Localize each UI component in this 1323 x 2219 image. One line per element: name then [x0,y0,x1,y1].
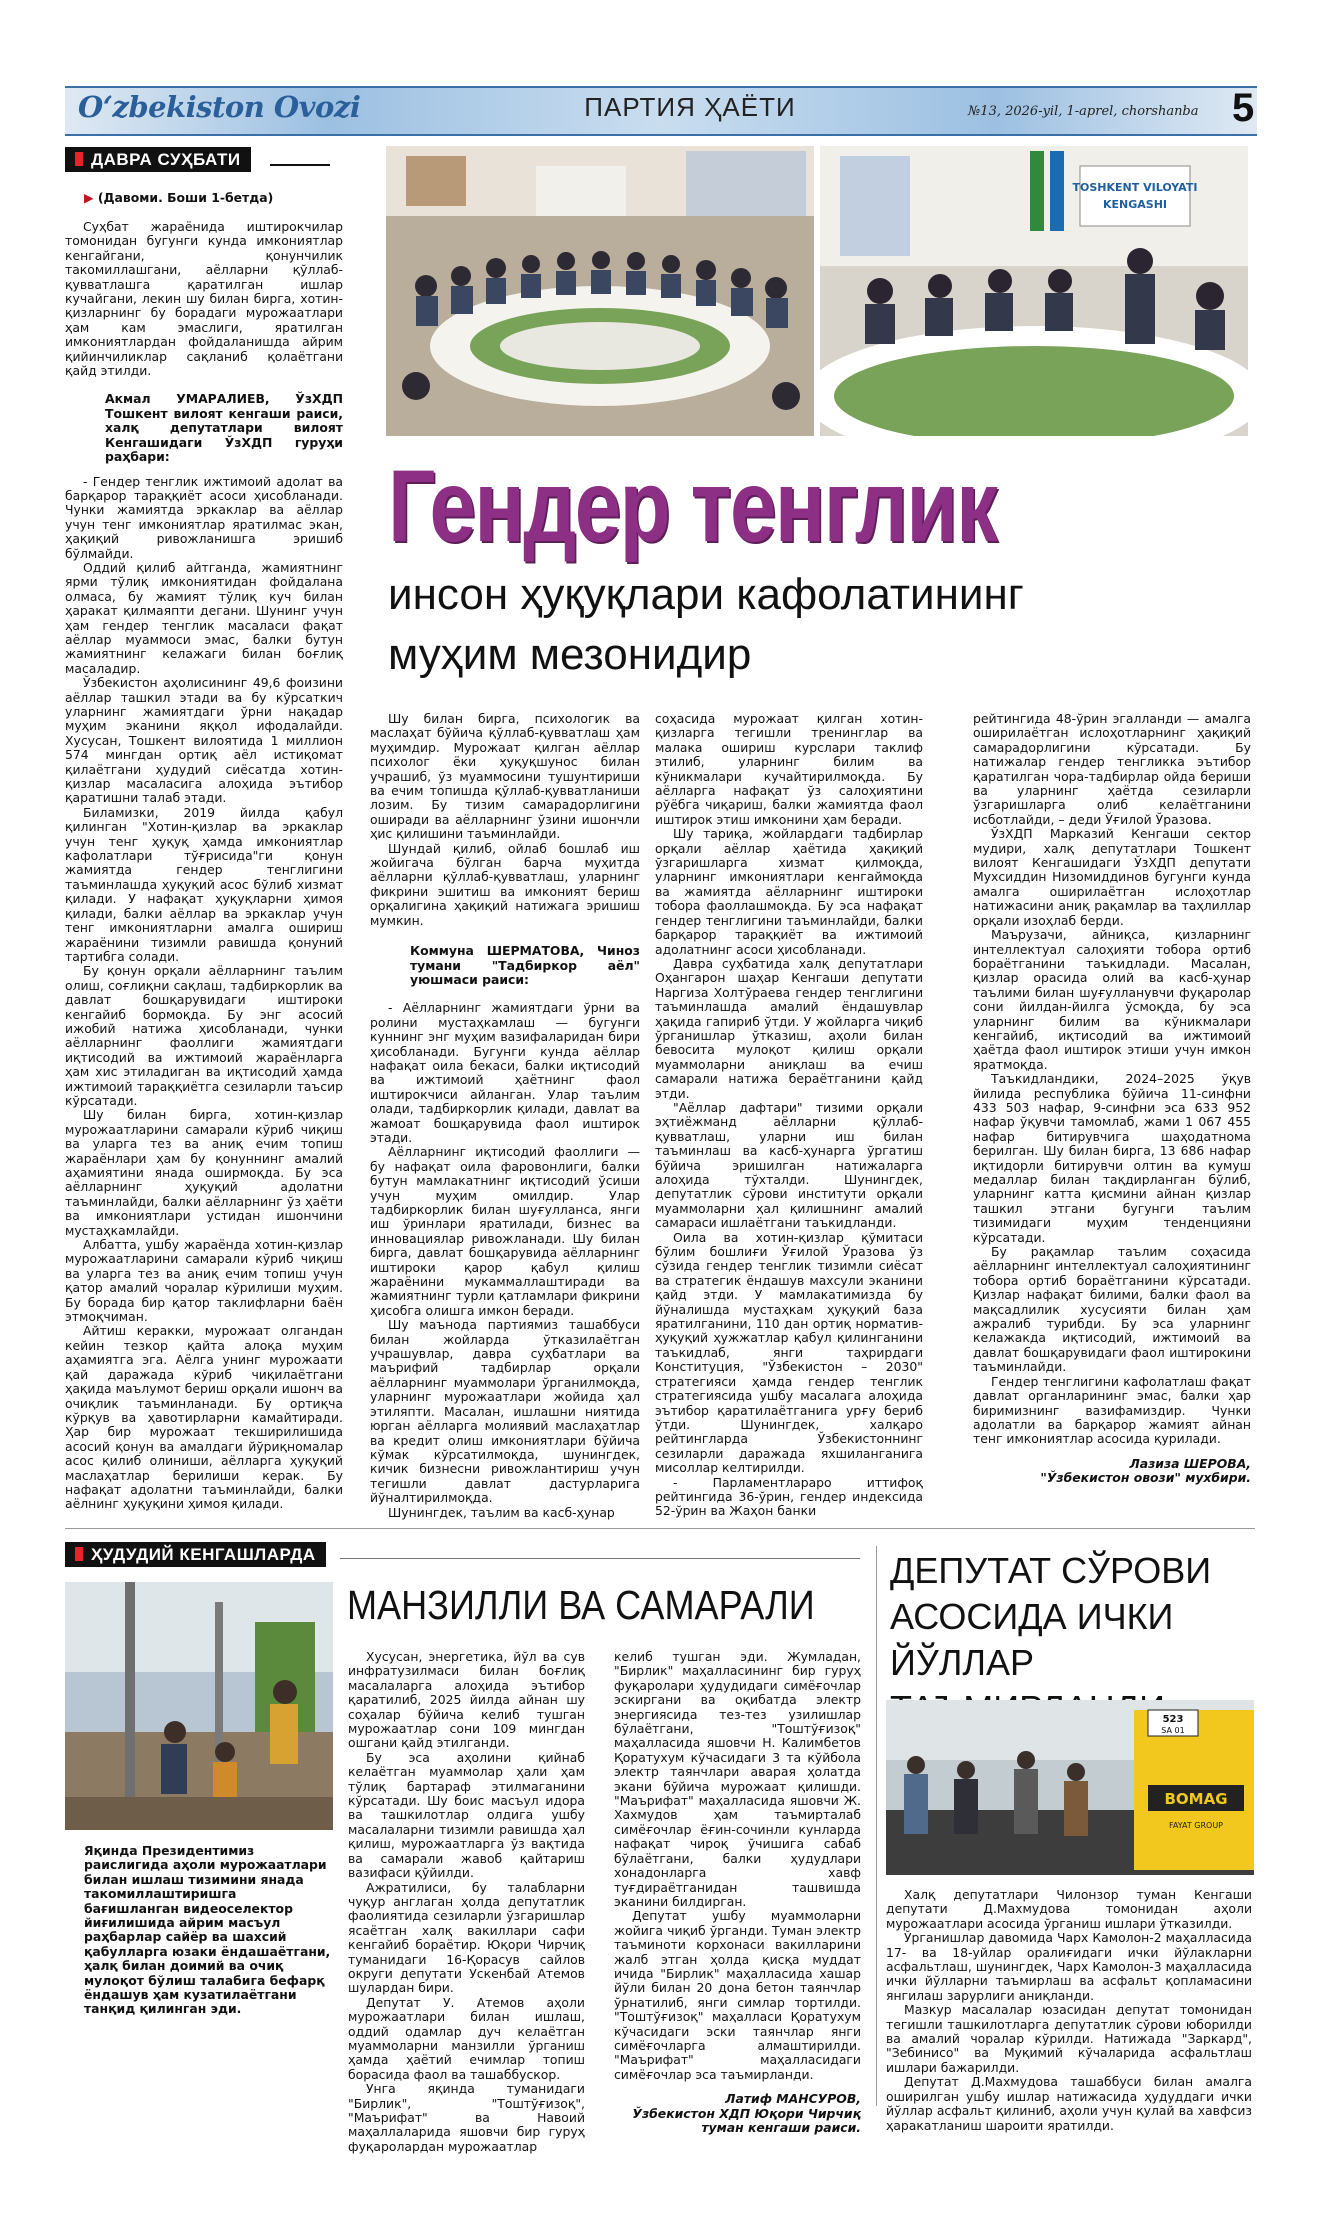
right-paragraph: Ўрганишлар давомида Чарх Камолон-2 маҳалласида 17- ва 18-уйлар оралиғидаги ички йўлакларни асфальтлаш, шунингдек, Чарх Камолон-3 маҳалласида ички йўлларни таъмирлаш ва асфальт қопламасини янгилаш зарурлиги аниқланди. [886,1930,1252,2003]
left-paragraph: Биламизки, 2019 йилда қабул қилинган "Хотин-қизлар ва эркаклар учун тенг ҳуқуқ ҳамда имкониятлар кафолатлари тўғрисида"ги қонун жамиятда гендер тенглигини таъминлашда ҳуқуқий асос бўлиб хизмат қилади. У нафақат ҳуқуқларни ҳимоя қилади, балки аёллар ва эркаклар учун тенг имкониятларни амалга ошириш жараёнини тизимли равишда қонуний тартибга солади. [65,804,343,964]
photo-road-repair [886,1700,1254,1875]
article-paragraph: Шу тариқа, жойлардаги тадбирлар орқали аёллар ҳаётида ҳақиқий ўзгаришларга хизмат қилмоқда, уларнинг имкониятлари кенгаймоқда ва жамиятда аёлларнинг иштироки тобора фаоллашмоқда. Бу эса нафақат гендер тенглигини таъминлайди, балки барқарор тараққиёт ва ижтимоий адолатнинг асоси ҳисобланади. [655,826,923,957]
rubric-regional-councils: ҲУДУДИЙ КЕНГАШЛАРДА [65,1542,326,1567]
speaker-umaraliev: Акмал УМАРАЛИЕВ, ЎзХДП Тошкент вилоят кенгаши раиси, халқ депутатлари вилоят Кенгашидаги ЎзХДП гуруҳи раҳбари: [105,391,343,465]
author-role: "Ўзбекистон овози" мухбири. [1040,1470,1251,1486]
speaker-shermatova: Коммуна ШЕРМАТОВА, Чиноз тумани "Тадбиркор аёл" уюшмаси раиси: [410,943,640,987]
photo-caption: Яқинда Президентимиз раислигида аҳоли мурожаатлари билан ишлаш тизимини янада такомиллаштиришга бағишланган видеоселектор йиғилишида айрим масъул раҳбарлар сайёр ва шахсий қабулларга юзаки ёндашаётгани, ҳалқ билан доимий ва очиқ мулоқот бўлиш талабига бефарқ ёндашув ҳам кузатилаётгани танқид қилинган эди. [84,1843,331,2017]
page-number: 5 [1232,86,1255,130]
bottom-headline: МАНЗИЛЛИ ВА САМАРАЛИ [347,1582,815,1628]
right-paragraph: Халқ депутатлари Чилонзор туман Кенгаши депутати Д.Махмудова томонидан аҳоли мурожаатлари асосида ўрганиш ишлари ўтказилди. [886,1887,1252,1931]
bomag-label: BOMAG [1164,1790,1228,1808]
right-headline-line: ДЕПУТАТ СЎРОВИ [890,1550,1212,1591]
author-name: Лазиза ШЕРОВА, [1129,1455,1251,1471]
issue-info: №13, 2026-yil, 1-aprel, chorshanba [968,104,1199,119]
sign-text-2: KENGASHI [1102,198,1168,211]
photo-council-meeting [820,146,1248,436]
right-headline-line: АСОСИДА ИЧКИ ЙЎЛЛАР [890,1596,1174,1683]
article-paragraph: Бу рақамлар таълим соҳасида аёлларнинг интеллектуал салоҳиятининг тобора ортиб бораётганини кўрсатади. Қизлар нафақат билими, балки фаол ва мақсадлилик хусусияти билан ҳам ажралиб турибди. Бу эса уларнинг келажакда иқтисодий, ижтимоий ва давлат бошқарувидаги фаол иштирокини таъминлайди. [973,1244,1251,1375]
left-paragraph: Бу қонун орқали аёлларнинг таълим олиш, соғлиқни сақлаш, тадбиркорлик ва давлат бошқарувидаги иштироки кенгайиб бормоқда. Бу энг асосий ижобий натижа ҳисобланади, чунки аёлларнинг фаоллиги жамиятдаги иқтисодий ва ижтимоий жараёнларга ҳам хис этиладиган ва иқтисодий ҳамда ижтимоий тараққиётга сезиларли таъсир кўрсатади. [65,963,343,1108]
article-paragraph: - Аёлларнинг жамиятдаги ўрни ва ролини мустаҳкамлаш — бугунги куннинг энг муҳим вазифаларидан бири ҳисобланади. Бугунги кунда аёллар нафақат оила бекаси, балки иқтисодий ва ижтимоий ҳаётнинг фаол иштирокчиси айланган. Улар таълим олади, тадбиркорлик қилади, давлат ва жамоат бошқарувида фаол иштирок этади. [370,1000,640,1145]
masthead: O‘zbekiston Ovozi [78,90,361,124]
bottom-paragraph: Депутат У. Атемов аҳоли мурожаатлари билан ишлаш, оддий одамлар дуч келаётган муаммоларни манзилли ўрганиш ҳамда ҳаётий ечимлар топиш борасида фаол ва ташаббускор. [348,1994,585,2082]
right-paragraph: Депутат Д.Махмудова ташаббуси билан амалга оширилган ушбу ишлар натижасида ҳудуддаги ички йўллар асфальт қилиниб, аҳоли учун қулай ва хавфсиз ҳаракатланиш шароити яратилди. [886,2074,1252,2133]
subheadline-line1: инсон ҳуқуқлари кафолатининг [388,570,1024,619]
signature-role: Ўзбекистон ХДП Юқори Чирчиқ туман кенгаши раиси. [632,2105,861,2135]
bottom-paragraph: Бу эса аҳолини қийнаб келаётган муаммолар ҳали ҳам тўлиқ бартараф этилмаганини кўрсатади. Шу боис масъул идора ва ташкилотлар олдига ушбу масалаларни тизимли равишда ҳал қилиш, мурожаатларга ўз вақтида ва самарали жавоб қайтариш вазифаси қўйилди. [348,1749,585,1881]
article-paragraph: Шу билан бирга, психологик ва маслаҳат бўйича қўллаб-қувватлаш ҳам муҳимдир. Мурожаат қилган аёллар психолог ёки ҳуқуқшунос билан учрашиб, ўз муаммосини тушунтириши ва ечим топишда қўллаб-қувватланиши лозим. Бу тизим самарадорлигини оширади ва аёлларнинг ўзини ишончли ҳис қилишини таъминлайди. [370,711,640,842]
bottom-column-1 [348,1650,585,2154]
left-paragraph: Ўзбекистон аҳолисининг 49,6 фоизини аёллар ташкил этади ва бу кўрсаткич уларнинг жамиятдаги ўрни нақадар муҳим эканини яққол ифодалайди. Хусусан, Тошкент вилоятида 1 миллион 574 мингдан ортиқ аёл истиқомат қилаётгани ҳудудий сиёсатда хотин-қизлар масаласига алоҳида эътибор қаратишни талаб этади. [65,675,343,806]
subheadline-line2: муҳим мезонидир [388,630,752,679]
bomag-sub: FAYAT GROUP [1169,1821,1223,1830]
right-column-text [886,1888,1252,2133]
bottom-paragraph: келиб тушган эди. Жумладан, "Бирлик" маҳалласининг бир гуруҳ фуқаролари ҳудудидаги симёғочлар эскиргани ва оқибатда электр энергиясида тез-тез узилишлар бўлаётгани, "Тоштўғизоқ" маҳалласида яшовчи Н. Калимбетов Қоратухум кўчасидаги 3 та кўйбола электр таянчлари аварая ҳолатда экани бўйича мурожаат қилишди. "Маърифат" маҳалласида яшовчи Ж. Хахмудов ҳам таъмирталаб симёғочлар ёғин-сочинли кунларда нафақат чироқ ўчишига сабаб бўлаётгани, балки ҳудудлари хонадонларга хавф туғдираётганидан ташвишда эканини билдирган. [614,1649,861,1909]
article-paragraph: Гендер тенглигини кафолатлаш фақат давлат органларининг эмас, балки ҳар биримизнинг вазифамиздир. Чунки адолатли ва барқарор жамият айнан тенг имкониятлар асосида қурилади. [973,1373,1251,1447]
article-paragraph: Аёлларнинг иқтисодий фаоллиги — бу нафақат оила фаровонлиги, балки бутун мамлакатнинг иқтисодий ўсиши учун муҳим омилдир. Улар тадбиркорлик билан шуғулланса, янги иш ўринлари яратилади, бизнес ва инновациялар ривожланади. Шу билан бирга, давлат бошқарувида аёлларнинг иштироки қарор қабул қилиш жараёнини мукаммаллаштиради ва жамиятнинг турли қатламлари фикрини ҳисобга олишга имкон беради. [370,1144,640,1318]
right-paragraph: Мазкур масалалар юзасидан депутат томонидан тегишли ташкилотларга депутатлик сўрови юборилди ва амалий чоралар кўрилди. Натижада "Заркард", "Зебинисо" ва Муқимий кўчаларида асфальтлаш ишлари бажарилди. [886,2002,1252,2075]
bottom-paragraph: Хусусан, энергетика, йўл ва сув инфратузилмаси билан боғлиқ масалаларга алоҳида эътибор қаратилиб, 2025 йилда айнан шу соҳалар бўйича келиб тушган мурожаатлар сони 109 мингдан ошгани қайд этилганди. [348,1649,585,1751]
photo-round-table-hall [386,146,814,436]
main-headline: Гендер тенглик [388,449,997,563]
left-paragraph: Албатта, ушбу жараёнда хотин-қизлар мурожаатларини самарали кўриб чиқиш ва уларга тез ва аниқ ечим топиш учун қатор амалий чоралар кўрилиши муҳим. Бу борада бир қатор таклифларни баён этмоқчиман. [65,1237,343,1325]
article-paragraph: соҳасида мурожаат қилган хотин-қизларга тегишли тренинглар ва малака ошириш курслари таклиф этилиб, уларнинг билим ва кўникмалари кучайтирилмоқда. Бу аёлларга нафақат ўз салоҳиятини рўёбга чиқариш, балки жамиятда фаол иштирок этиш имконини ҳам беради. [655,711,923,827]
section-separator [65,1528,1255,1529]
left-paragraph: Айтиш керакки, мурожаат олгандан кейин тезкор қайта алоқа муҳим аҳамиятга эга. Аёлга унинг мурожаати қай даражада кўриб чиқилаётгани ҳақида маълумот бериш орқали ишонч ва очиқлик таъминланади. Бу ортиқча кўрқув ва ҳавотирларни камайтиради. Ҳар бир мурожаат текширилишида асосий қонун ва амалдаги йўриқномалар асос қилиб олиниши, аёлларга ҳуқуқий маслаҳатлар берилиши керак. Бу нафақат адолатни таъминлайди, балки аёлнинг ҳуқуқини ҳимоя қилади. [65,1323,343,1512]
rubric-round-table: ДАВРА СУҲБАТИ [65,147,251,172]
bottom-column-2 [614,1650,861,2135]
intro-paragraph: Суҳбат жараёнида иштирокчилар томонидан бугунги кунда имкониятлар кенгайгани, қонунчилик такомиллашгани, аёлларни қўллаб-қувватлашга қаратилган ишлар кучайгани, лекин шу билан бирга, хотин-қизларнинг бу борадаги мурожаатлари ҳам кам эмаслиги, яратилган имкониятлардан фойдаланишда айрим қийинчиликлар сақланиб қолаётгани қайд этилди. [65,219,343,379]
left-paragraph: Оддий қилиб айтганда, жамиятнинг ярми тўлиқ имкониятидан фойдалана олмаса, бу жамият тўлиқ куч билан ҳаракат қилмаяпти дегани. Шунинг учун ҳам гендер тенглик масаласи фақат аёллар муаммоси эмас, балки бутун жамиятнинг келажаги билан боғлиқ масаладир. [65,559,343,676]
article-column-3 [655,712,923,1519]
plate-number: 523 [1162,1714,1184,1725]
article-paragraph: ЎзХДП Марказий Кенгаши сектор мудири, халқ депутатлари Тошкент вилоят Кенгашидаги ЎзХДП депутати Мухсиддин Низомиддинов бугунги кунда амалга оширилаётган ислоҳотлар натижасини аниқ рақамлар ва таҳлиллар орқали изоҳлаб берди. [973,826,1251,928]
article-column-4 [973,712,1251,1486]
article-paragraph: - Парламентлараро иттифоқ рейтингида 36-ўрин, гендер индексида 52-ўрин ва Жаҳон банки [655,1474,923,1519]
rubric-divider [340,1558,860,1559]
article-paragraph: Маърузачи, айниқса, қизларнинг интеллектуал салоҳияти тобора ортиб бораётганини таъкидлади. Масалан, қизлар орасида олий ва касб-ҳунар таълими билан шуғулланувчи фуқаролар сони йилдан-йилга ўсмоқда, бу эса уларнинг билим ва кўникмалари кенгайиб, иқтисодий ва ижтимоий ҳаётда фаол иштирок этиши учун имкон яратмоқда. [973,927,1251,1072]
section-title: ПАРТИЯ ҲАЁТИ [584,92,796,122]
photo-workers-pole [65,1582,333,1830]
left-paragraph: - Гендер тенглик ижтимоий адолат ва барқарор тараққиёт асоси ҳисобланади. Чунки жамиятда эркаклар ва аёллар учун тенг имкониятлар яратилмас экан, ҳақиқий ривожланишга эришиб бўлмайди. [65,473,343,561]
article-paragraph: Таъкидландики, 2024–2025 ўқув йилида республика бўйича 11-синфни 433 503 нафар, 9-синфни эса 633 952 нафар ўқувчи тамомлаб, жами 1 067 455 нафар битирувчига шаҳодатнома берилган. Шу билан бирга, 13 686 нафар иқтидорли битирувчи олтин ва кумуш медаллар билан тақдирланган бўлиб, уларнинг катта қисмини айнан қизлар ташкил этгани бугунги таълим тизимидаги муҳим тенденцияни кўрсатади. [973,1071,1251,1245]
article-paragraph: Шу маънода партиямиз ташаббуси билан жойларда ўтказилаётган учрашувлар, давра суҳбатлари ва маърифий тадбирлар орқали аёлларнинг муаммолари ўрганилмоқда, уларнинг мурожаатлари жойида ҳал этиляпти. Масалан, ишлашни ниятида юрган аёлларга молиявий маслаҳатлар ва кредит олиш имкониятлари бўйича кўмак кўрсатилмоқда, шунингдек, кичик бизнесни ривожлантириш учун тегишли давлат дастурларига йўналтирилмоқда. [370,1317,640,1506]
article-paragraph: "Аёллар дафтари" тизими орқали эҳтиёжманд аёлларни қўллаб-қувватлаш, уларни иш билан таъминлаш ва касб-ҳунарга ўргатиш бўйича эришилган натижаларга алоҳида тўхталди. Шунингдек, депутатлик сўрови институти орқали муаммоларни ҳал қилишнинг амалий самараси ишлаётгани таъкидланди. [655,1099,923,1231]
signature-name: Латиф МАНСУРОВ, [725,2091,861,2107]
article-column-2 [370,712,640,1520]
left-column-text [65,220,343,1512]
article-paragraph: Давра суҳбатида халқ депутатлари Оҳангарон шаҳар Кенгаши депутати Наргиза Холтўраева гендер тенглигини таъминлашда амалий ёндашувлар ҳақида гапириб ўтди. У жойларга чиқиб ўрганишлар ўтказиш, аҳоли билан бевосита мулоқот қилиш орқали муаммоларни аниқлаш ва ечиш самарали натижа бераётганини қайд этди. [655,955,923,1101]
bottom-paragraph: Депутат ушбу муаммоларни жойига чиқиб ўрганди. Туман электр таъминоти корхонаси вакилларини жалб этган ҳолда қисқа муддат ичида "Бирлик" маҳалласида хашар йўли билан 20 дона бетон таянчлар ўрнатилиб, янги симлар тортилди. "Тоштўғизоқ" маҳалласи Қоратухум кўчасидаги эски таянчлар янги симёғочларга алмаштирилди. "Маърифат" маҳалласидаги симёғочлар эса таъмирланди. [614,1908,861,2082]
article-paragraph: Оила ва хотин-қизлар қўмитаси бўлим бошлиғи Ўғилой Ўразова ўз сўзида гендер тенглик тизимли сиёсат ва стратегик ёндашув махсули эканини қайд этди. У мамлакатимизда бу йўналишда мустаҳкам ҳуқуқий база яратилганини, 110 дан ортиқ норматив-ҳуқуқий ҳужжатлар қабул қилинганини таъкидлаб, янги таҳрирдаги Конституция, "Ўзбекистон – 2030" стратегияси ҳамда гендер тенглик стратегиясида ушбу масалага алоҳида эътибор қаратилаётганига урғу бериб ўтди. Шунингдек, халқаро рейтингларда Ўзбекистоннинг сезиларли даражада яхшиланганига мисоллар келтирилди. [655,1229,923,1476]
rubric-divider [270,164,330,166]
continued-note: ▶ (Давоми. Боши 1-бетда) [84,190,274,205]
article-paragraph: рейтингида 48-ўрин эгалланди — амалга оширилаётган ислоҳотларнинг ҳақиқий самарадорлигини кўрсатади. Бу натижалар гендер тенгликка эътибор қаратилган чора-тадбирлар ойда бериши ва уларнинг ҳаётда сезиларли ўзгаришларга олиб келаётганини исботлайди, – деди Ўғилой Ўразова. [973,711,1251,827]
left-paragraph: Шу билан бирга, хотин-қизлар мурожаатларини самарали кўриб чиқиш ва уларга тез ва аниқ ечим топиш жараёнлари ҳам бу қонуннинг амалий аҳамиятини янада оширмоқда. Бу эса аёлларнинг ҳуқуқий адолатни таъминлайди, балки аёлларнинг ўз ҳаёти ва имкониятлари устидан ишончини мустаҳкамлайди. [65,1107,343,1238]
article-paragraph: Шундай қилиб, ойлаб бошлаб иш жойигача бўлган барча муҳитда аёлларни қўллаб-қувватлаш, уларнинг фикрини эшитиш ва имконият бериш орқалигина ҳақиқий натижага эришиш мумкин. [370,840,640,928]
plate-code: SA 01 [1161,1726,1185,1735]
article-paragraph: Шунингдек, таълим ва касб-ҳунар [388,1504,615,1520]
sign-text-1: TOSHKENT VILOYATI [1072,181,1198,194]
triangle-icon: ▶ [84,190,98,205]
bottom-rubric-wrap [65,1545,326,1565]
bottom-paragraph: Унга яқинда туманидаги "Бирлик", "Тоштўғизоқ", "Маърифат" ва Навоий маҳаллаларида яшовчи бир гуруҳ фуқаролардан мурожаатлар [348,2081,585,2154]
bottom-paragraph: Ажратилиси, бу талабларни чуқур англаган ҳолда депутатлик фаолиятида сезиларли ўзгаришлар ясаётган халқ вакиллари сафи кенгайиб бораётир. Юқори Чирчиқ туманидаги 16-Қорасув сайлов округи депутати Ускенбай Атемов шулардан бири. [348,1879,585,1996]
left-rubric-wrap [65,150,325,170]
column-rule [876,1546,877,2106]
